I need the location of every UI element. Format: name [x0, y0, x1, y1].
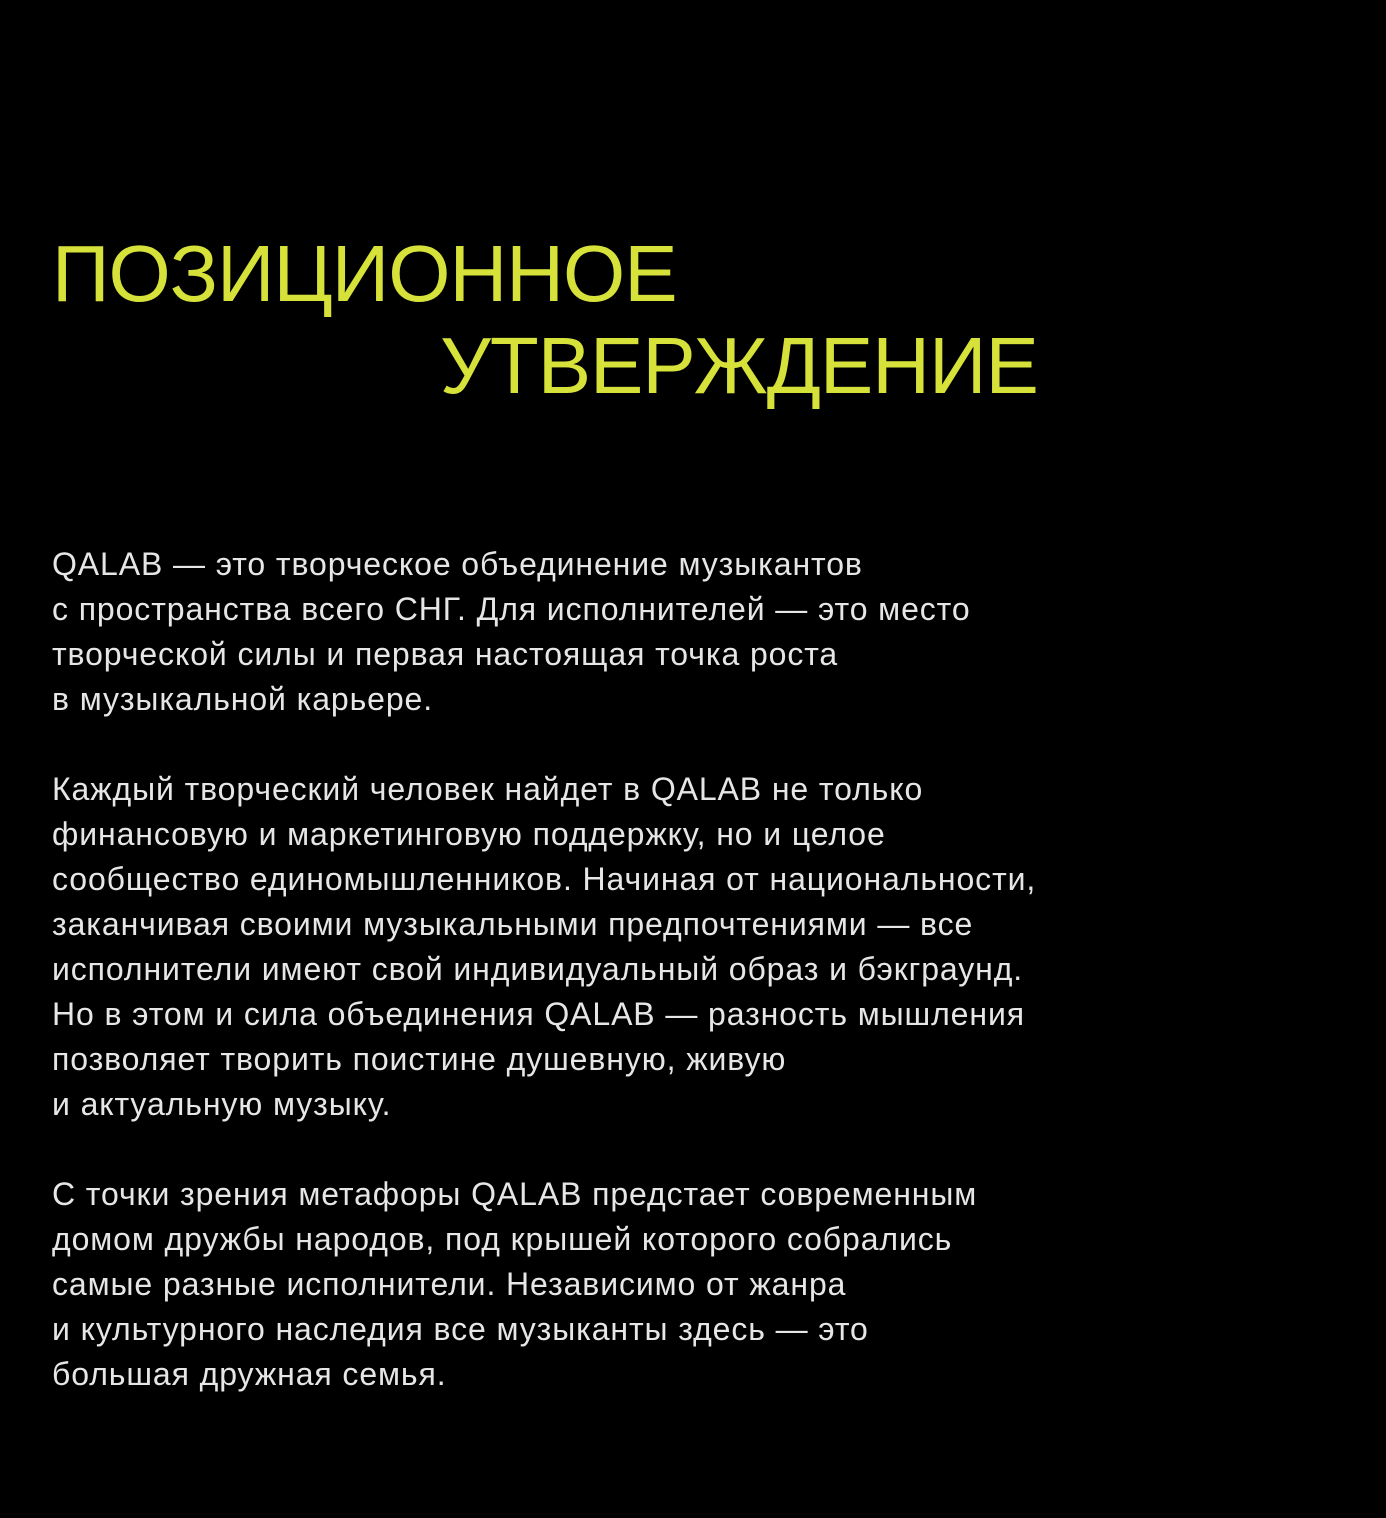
text-line: и культурного наследия все музыканты здесь — это — [52, 1311, 869, 1347]
text-line: творческой силы и первая настоящая точка роста — [52, 636, 839, 672]
text-line: с пространства всего СНГ. Для исполнителей — это место — [52, 591, 971, 627]
text-line: большая дружная семья. — [52, 1356, 447, 1392]
paragraph-1 — [52, 542, 1302, 722]
paragraph-3 — [52, 1172, 1302, 1397]
text-line: и актуальную музыку. — [52, 1086, 392, 1122]
paragraph-2 — [52, 767, 1302, 1127]
text-line: самые разные исполнители. Независимо от жанра — [52, 1266, 847, 1302]
text-line: финансовую и маркетинговую поддержку, но и целое — [52, 816, 886, 852]
text-line: С точки зрения метафоры QALAB предстает современным — [52, 1176, 978, 1212]
title-line-1: ПОЗИЦИОННОЕ — [52, 229, 677, 318]
page-title — [52, 228, 1038, 412]
body-text — [52, 542, 1302, 1442]
text-line: QALAB — это творческое объединение музыкантов — [52, 546, 863, 582]
text-line: Каждый творческий человек найдет в QALAB не только — [52, 771, 924, 807]
text-line: позволяет творить поистине душевную, живую — [52, 1041, 787, 1077]
text-line: в музыкальной карьере. — [52, 681, 434, 717]
text-line: исполнители имеют свой индивидуальный образ и бэкграунд. — [52, 951, 1024, 987]
text-line: Но в этом и сила объединения QALAB — разность мышления — [52, 996, 1025, 1032]
text-line: заканчивая своими музыкальными предпочтениями — все — [52, 906, 974, 942]
text-line: домом дружбы народов, под крышей которого собрались — [52, 1221, 953, 1257]
title-line-2: УТВЕРЖДЕНИЕ — [440, 321, 1038, 410]
text-line: сообщество единомышленников. Начиная от национальности, — [52, 861, 1037, 897]
